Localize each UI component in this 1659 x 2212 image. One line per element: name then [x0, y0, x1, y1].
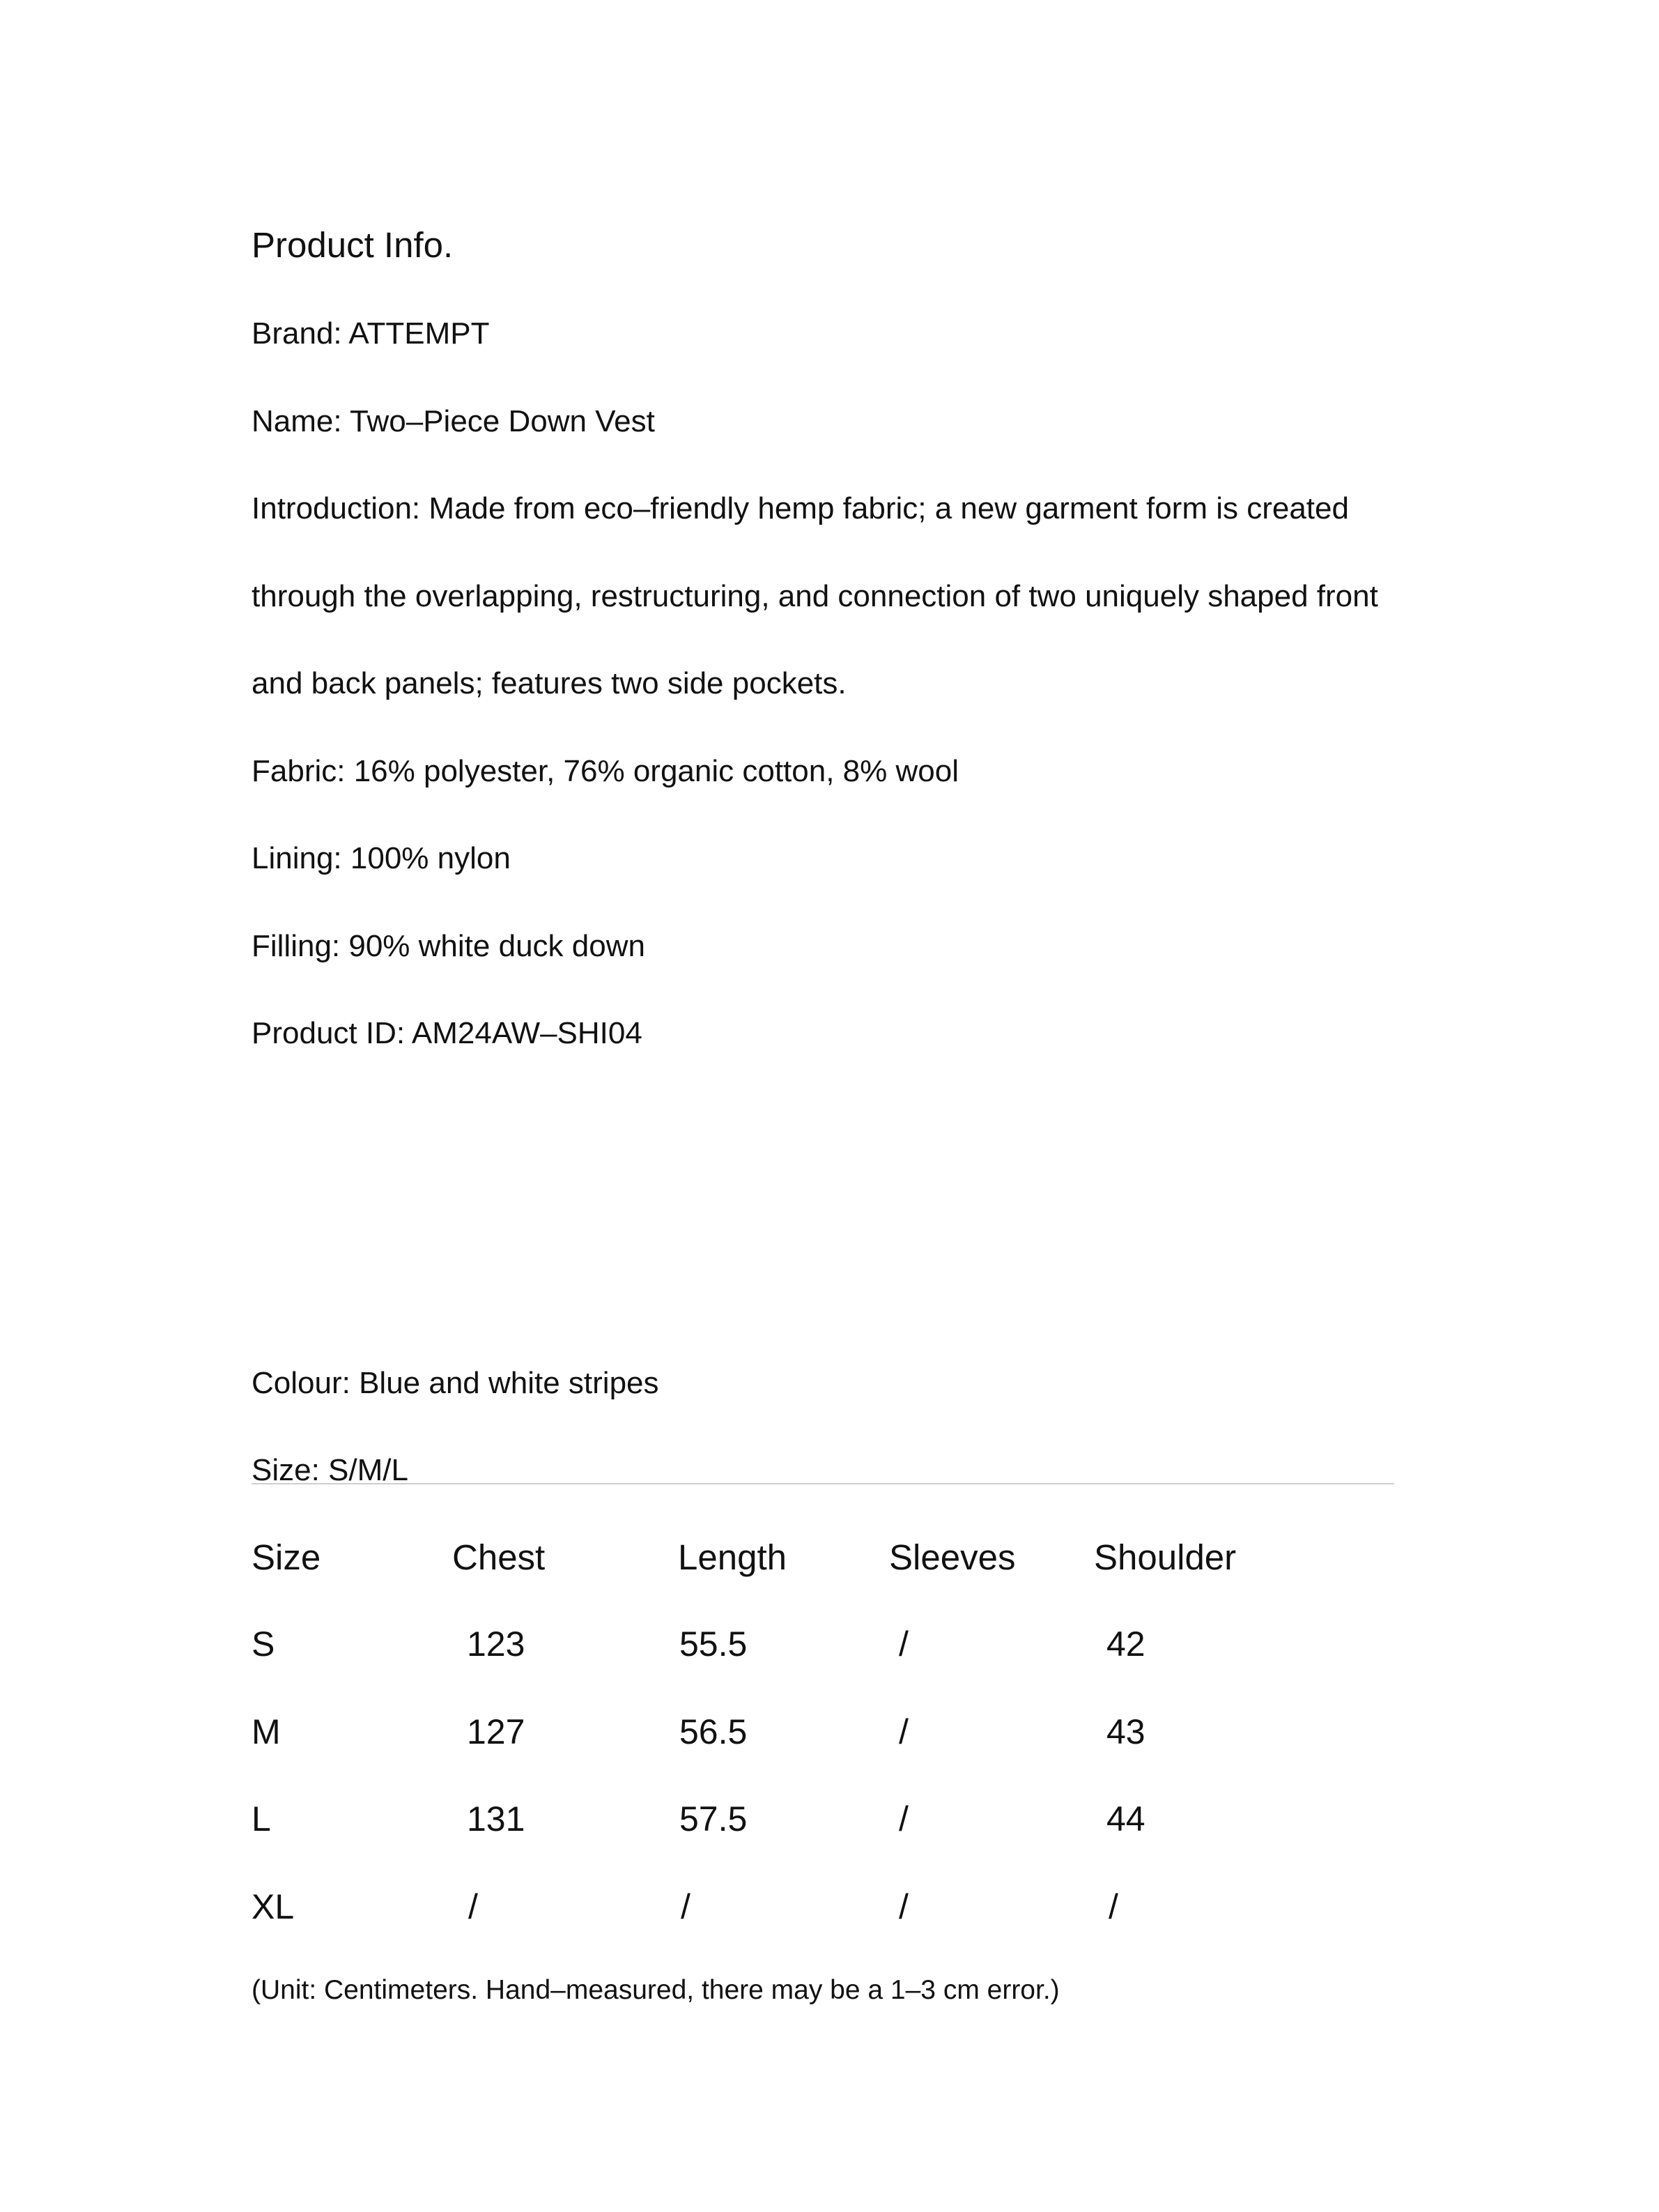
- cell-sleeves: /: [899, 1712, 909, 1751]
- product-info-title: Product Info.: [252, 225, 454, 265]
- section-divider: [252, 1483, 1394, 1484]
- cell-chest: 131: [467, 1799, 525, 1838]
- cell-length: /: [681, 1887, 690, 1926]
- cell-length: 56.5: [679, 1712, 748, 1751]
- cell-size: M: [252, 1712, 281, 1751]
- header-sleeves: Sleeves: [889, 1537, 1016, 1577]
- cell-size: XL: [252, 1887, 295, 1926]
- product-id-line: Product ID: AM24AW–SHI04: [252, 1016, 642, 1050]
- cell-sleeves: /: [899, 1799, 909, 1838]
- header-size: Size: [252, 1537, 321, 1577]
- cell-sleeves: /: [899, 1887, 909, 1926]
- cell-size: S: [252, 1625, 275, 1664]
- cell-shoulder: 43: [1106, 1712, 1145, 1751]
- header-shoulder: Shoulder: [1094, 1537, 1237, 1577]
- header-chest: Chest: [452, 1537, 546, 1577]
- header-length: Length: [678, 1537, 787, 1577]
- cell-shoulder: /: [1109, 1887, 1118, 1926]
- lining-line: Lining: 100% nylon: [252, 841, 511, 875]
- name-line: Name: Two–Piece Down Vest: [252, 404, 655, 438]
- filling-line: Filling: 90% white duck down: [252, 929, 645, 963]
- cell-length: 57.5: [679, 1799, 748, 1838]
- cell-chest: /: [468, 1887, 478, 1926]
- cell-chest: 123: [467, 1625, 525, 1664]
- cell-shoulder: 44: [1106, 1799, 1145, 1838]
- introduction-line-2: through the overlapping, restructuring, and connection of two uniquely shaped front: [252, 579, 1378, 613]
- cell-size: L: [252, 1799, 271, 1838]
- cell-shoulder: 42: [1106, 1625, 1145, 1664]
- cell-sleeves: /: [899, 1625, 909, 1664]
- brand-line: Brand: ATTEMPT: [252, 316, 490, 351]
- measurement-note: (Unit: Centimeters. Hand–measured, there may be a 1–3 cm error.): [252, 1975, 1060, 2005]
- size-line: Size: S/M/L: [252, 1453, 408, 1487]
- fabric-line: Fabric: 16% polyester, 76% organic cotton, 8% wool: [252, 754, 959, 788]
- colour-line: Colour: Blue and white stripes: [252, 1366, 659, 1400]
- introduction-line-1: Introduction: Made from eco–friendly hemp fabric; a new garment form is created: [252, 491, 1349, 525]
- cell-length: 55.5: [679, 1625, 748, 1664]
- introduction-line-3: and back panels; features two side pockets.: [252, 666, 847, 700]
- cell-chest: 127: [467, 1712, 525, 1751]
